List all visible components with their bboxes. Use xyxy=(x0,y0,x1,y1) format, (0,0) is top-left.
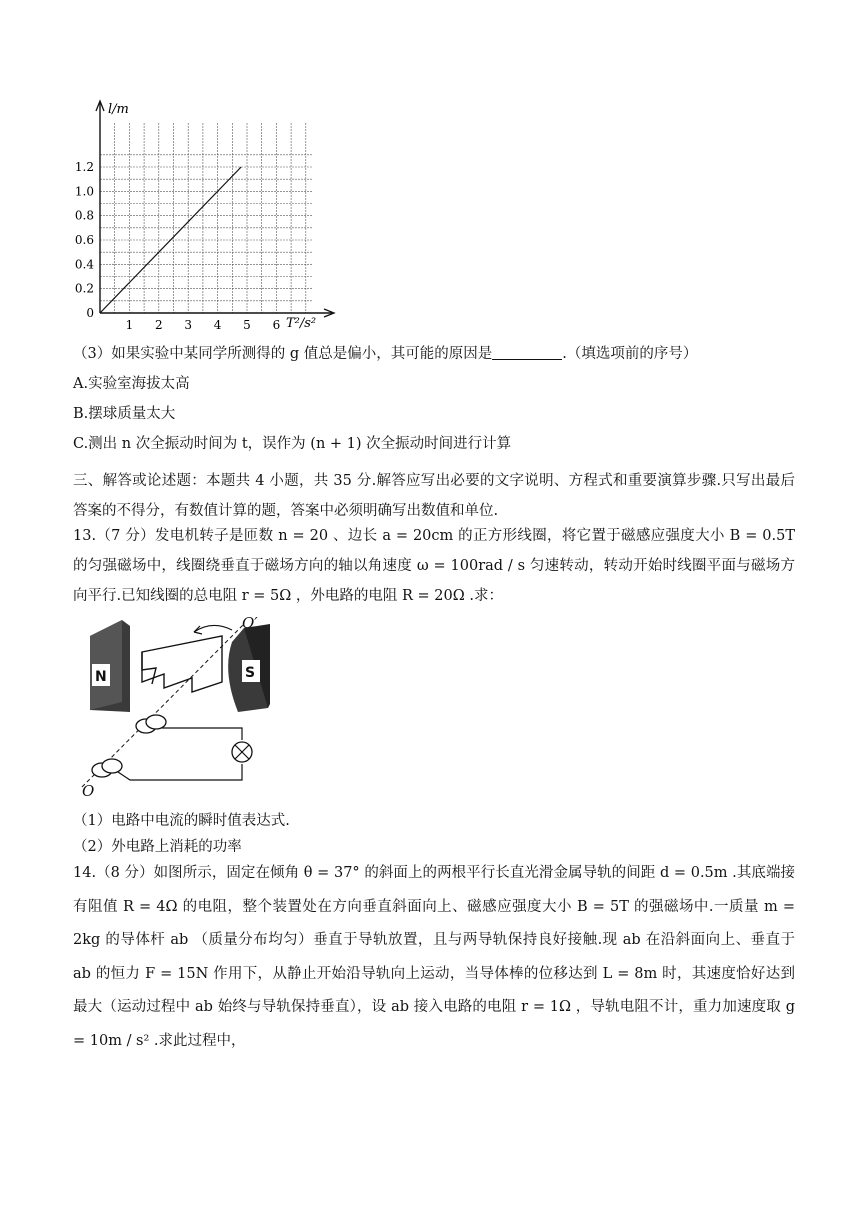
answer-blank[interactable] xyxy=(492,344,562,360)
q3-question-pre: （3）如果实验中某同学所测得的 g 值总是偏小，其可能的原因是 xyxy=(73,346,493,362)
x-tick-label: 5 xyxy=(243,318,251,332)
q14-text: 14.（8 分）如图所示，固定在倾角 θ = 37° 的斜面上的两根平行长直光滑金属导轨的间距 d = 0.5m .其底端接有阻值 R = 4Ω 的电阻，整个装置处在方向垂直斜面向上、磁感应强度大小 B = 5T 的强磁场中.一质量 m = 2kg 的导体杆 ab （质量分布均匀）垂直于导轨放置，且与两导轨保持良好接触.现 ab 在沿斜面向上、垂直于 ab 的恒力 F = 15N 作用下，从静止开始沿导轨向上运动，当导体棒的位移达到 L = 8m 时，其速度恰好达到最大（运动过程中 ab 始终与导轨保持垂直），设 ab 接入电路的电阻 r = 1Ω ，导轨电阻不计，重力加速度取 g = 10m / s² .求此过程中， xyxy=(73,865,795,1049)
slip-rings xyxy=(92,715,166,777)
y-tick-label: 0.2 xyxy=(74,281,94,296)
q3-question xyxy=(73,343,697,365)
y-tick-label: 0.6 xyxy=(74,233,94,247)
q3-question-post: .（填选项前的序号） xyxy=(562,346,698,362)
x-tick-label: 2 xyxy=(154,318,163,332)
q3-option-c: C.测出 n 次全振动时间为 t，误作为 (n + 1) 次全振动时间进行计算 xyxy=(73,436,512,452)
y-tick-label: 1.0 xyxy=(74,184,94,199)
pendulum-graph xyxy=(70,95,340,335)
y-tick-label: 0.8 xyxy=(74,208,94,223)
axis-top-label: O′ xyxy=(242,614,258,632)
q13-sub2: （2）外电路上消耗的功率 xyxy=(73,839,242,855)
south-label: S xyxy=(245,665,256,681)
x-tick-label: 1 xyxy=(125,318,134,332)
q3-option-a: A.实验室海拔太高 xyxy=(73,376,190,392)
graph-grid xyxy=(100,123,312,313)
coil xyxy=(142,636,222,692)
q13-sub1: （1）电路中电流的瞬时值表达式. xyxy=(73,813,290,829)
y-tick-label: 0.4 xyxy=(74,257,94,272)
y-tick-labels xyxy=(75,160,94,320)
x-tick-label: 3 xyxy=(184,318,193,332)
y-axis-label: l/m xyxy=(108,102,129,117)
south-magnet xyxy=(228,624,270,712)
north-label: N xyxy=(95,669,107,685)
q13-text: 13.（7 分）发电机转子是匝数 n = 20 、边长 a = 20cm 的正方形线圈，将它置于磁感应强度大小 B = 0.5T 的匀强磁场中，线圈绕垂直于磁场方向的轴以角速度 ω = 100rad / s 匀速转动，转动开始时线圈平面与磁场方向平行.已知线圈的总电阻 r = 5Ω ，外电路的电阻 R = 20Ω .求： xyxy=(73,528,795,604)
y-tick-label: 0 xyxy=(86,306,94,320)
section3-intro: 三、解答或论述题：本题共 4 小题，共 35 分.解答应写出必要的文字说明、方程式和重要演算步骤.只写出最后答案的不得分，有数值计算的题，答案中必须明确写出数值和单位. xyxy=(73,473,795,519)
x-tick-labels xyxy=(126,318,281,332)
x-axis-label: T²/s² xyxy=(286,316,317,331)
y-tick-label: 1.2 xyxy=(74,160,94,174)
lamp-icon xyxy=(232,742,252,762)
external-circuit xyxy=(118,728,242,780)
north-magnet xyxy=(90,620,130,712)
x-tick-label: 4 xyxy=(213,318,222,332)
x-tick-label: 6 xyxy=(272,318,281,332)
axis-bottom-label: O xyxy=(82,782,95,800)
generator-figure xyxy=(72,612,292,802)
q3-option-b: B.摆球质量太大 xyxy=(73,406,176,422)
graph-axes xyxy=(96,101,334,317)
